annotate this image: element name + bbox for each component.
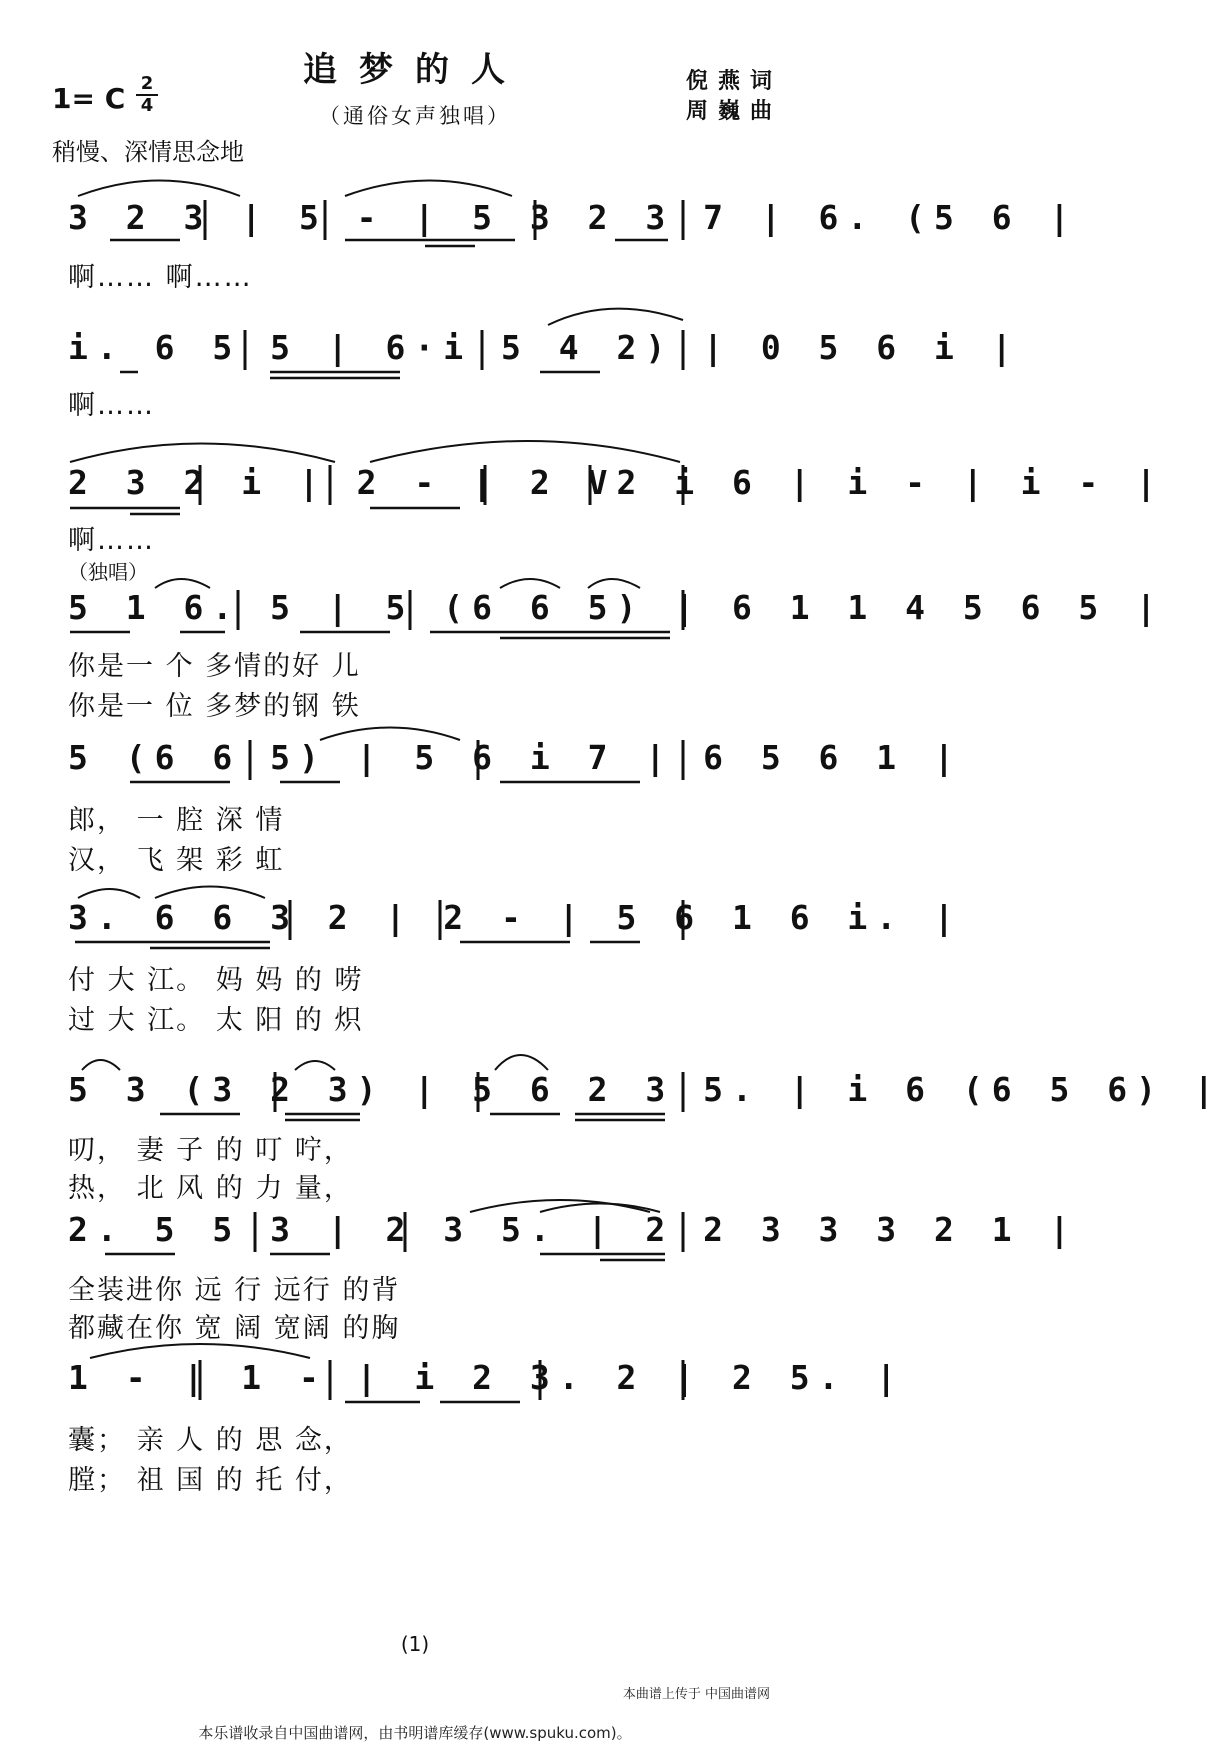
upload-note: 本曲谱上传于 中国曲谱网 [622,1687,770,1702]
notation-line-9: 1 - | 1 - | i 2 3. 2 | 2 5. | [68,1358,906,1397]
lyric-line-2: 啊…… [68,390,155,421]
lyric-line-8b: 都藏在你 宽 阔 宽阔 的胸 [68,1313,401,1344]
lyric-line-9a: 囊； 亲 人 的 思 念， [68,1425,353,1456]
composer-credit: 周巍曲 [685,99,782,124]
lyric-line-4b: 你是一 位 多梦的钢 铁 [68,691,361,722]
song-subtitle: （通俗女声独唱） [319,104,511,128]
lyric-line-8a: 全装进你 远 行 远行 的背 [68,1275,401,1306]
lyric-line-1: 啊…… 啊…… [68,262,253,293]
lyric-line-7a: 叨， 妻 子 的 叮 咛， [68,1135,353,1166]
notation-line-3: 2 3 2 i | 2 - | 2 V2 i 6 | i - | i - | [68,463,1165,502]
time-signature [134,74,160,116]
notation-line-5: 5 (6 6 5) | 5 6 i 7 | 6 5 6 1 | [68,738,963,777]
solo-label: （独唱） [68,560,148,584]
lyric-line-5b: 汉， 飞 架 彩 虹 [68,845,285,876]
lyricist-credit: 倪燕词 [685,69,782,94]
lyric-line-5a: 郎， 一 腔 深 情 [68,805,285,836]
lyric-line-6a: 付 大 江。 妈 妈 的 唠 [68,965,364,996]
meter-top: 2 [140,73,154,94]
notation-line-4: 5 1 6. 5 | 5 (6 6 5) | 6 1 1 4 5 6 5 | [68,588,1165,627]
song-title: 追梦的人 [303,50,527,90]
notation-line-7: 5 3 (3 2 3) | 5 6 2 3 5. | i 6 (6 5 6) | [68,1070,1223,1109]
notation-line-8: 2. 5 5 3 | 2 3 5. | 2 2 3 3 3 2 1 | [68,1210,1079,1249]
meter-bottom: 4 [140,95,154,116]
lyric-line-9b: 膛； 祖 国 的 托 付， [68,1465,353,1496]
lyric-line-7b: 热， 北 风 的 力 量， [68,1173,353,1204]
footer-note: 本乐谱收录自中国曲谱网，由书明谱库缓存(www.spuku.com)。 [198,1724,632,1742]
notation-line-6: 3. 6 6 3 2 | 2 - | 5 6 1 6 i. | [68,898,963,937]
notation-line-2: i. 6 5 5 | 6·i 5 4 2) | 0 5 6 i | [68,328,1021,367]
lyric-line-3: 啊…… [68,525,155,556]
lyric-line-6b: 过 大 江。 太 阳 的 炽 [68,1005,364,1036]
tempo-marking: 稍慢、深情思念地 [52,138,244,166]
notation-line-1: 3 2 3 | 5 - | 5 3 2 3 7 | 6. (5 6 | [68,198,1079,237]
lyric-line-4a: 你是一 个 多情的好 儿 [68,651,361,682]
key-signature: 1= C [52,82,126,115]
page-number: (1) [400,1632,430,1656]
